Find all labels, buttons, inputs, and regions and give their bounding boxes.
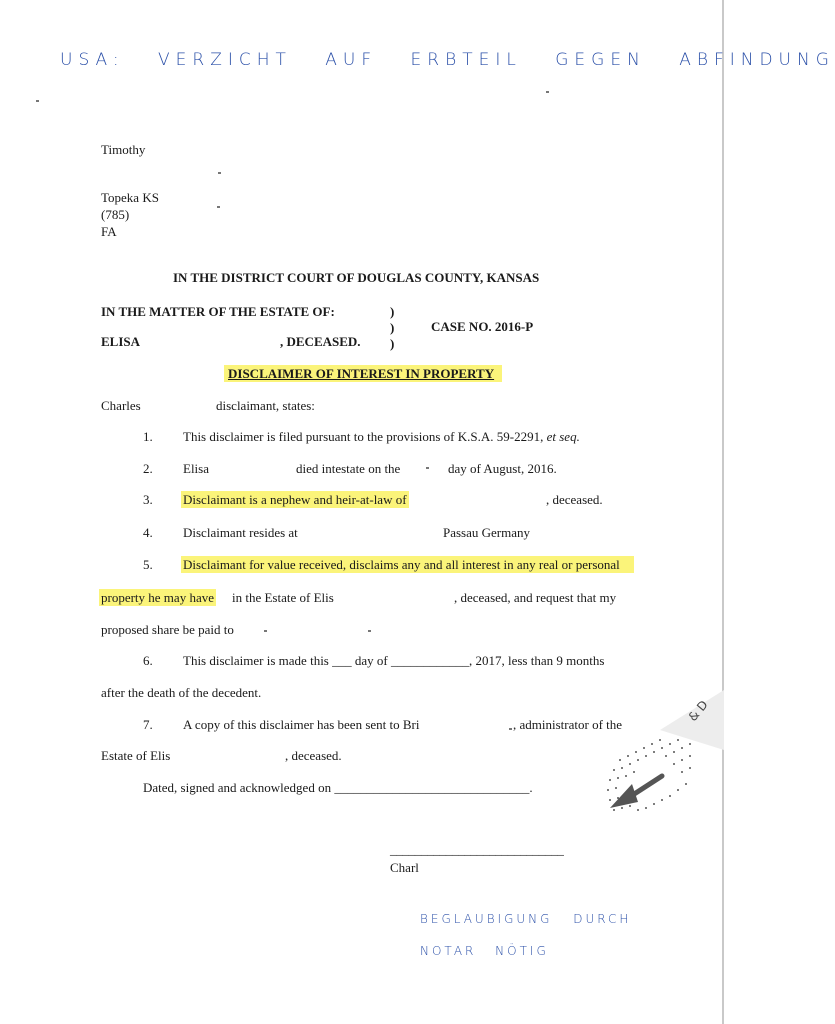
paren-1: ) (390, 304, 395, 319)
page-edge (722, 0, 724, 1024)
item5-continuation: in the Estate of Elis (232, 590, 334, 605)
scan-speck (426, 467, 429, 469)
paren-3: ) (390, 336, 395, 351)
deceased-label: , DECEASED. (280, 334, 361, 349)
item-text-highlighted: Disclaimant is a nephew and heir-at-law of (183, 492, 407, 507)
item-number: 2. (143, 461, 153, 476)
intro-name: Charles (101, 398, 141, 413)
letterhead-city: Topeka KS (101, 190, 159, 205)
document-heading: DISCLAIMER OF INTEREST IN PROPERTY (224, 366, 502, 382)
item-text-rest: Passau Germany (443, 525, 531, 540)
handwritten-note-bottom-2: NOTAR NÖTIG (420, 944, 549, 958)
item-number: 6. (143, 653, 153, 668)
item-text: This disclaimer is made this ___ day of ____________, 2017, less than 9 months (183, 653, 605, 668)
item-number: 7. (143, 717, 153, 732)
paren-2: ) (390, 320, 395, 335)
item5-continuation-rest: , deceased, and request that my (454, 590, 617, 605)
decedent-name: ELISA (101, 334, 141, 349)
scan-speck (264, 630, 267, 632)
item-number: 1. (143, 429, 153, 444)
item-text-highlighted: Disclaimant for value received, disclaims any and all interest in any real or personal (181, 557, 634, 573)
scan-speck (368, 630, 371, 632)
letterhead-fax: FA (101, 224, 117, 239)
handwritten-note-top: USA: VERZICHT AUF ERBTEIL GEGEN ABFINDUNG (60, 50, 835, 70)
signer-name: Charl (390, 860, 419, 875)
dated-line: Dated, signed and acknowledged on ______________________________. (143, 780, 533, 795)
letterhead-name: Timothy (101, 142, 146, 157)
item-number: 3. (143, 492, 153, 507)
item-text: This disclaimer is filed pursuant to the provisions of K.S.A. 59-2291, et seq. (183, 429, 580, 444)
handwritten-note-bottom-1: BEGLAUBIGUNG DURCH (420, 912, 632, 926)
item7-continuation: Estate of Elis (101, 748, 171, 763)
item6-continuation: after the death of the decedent. (101, 685, 262, 700)
scan-speck (36, 100, 39, 102)
scan-speck (218, 172, 221, 174)
intro-rest: disclaimant, states: (216, 398, 315, 413)
scan-speck (217, 206, 220, 208)
court-title: IN THE DISTRICT COURT OF DOUGLAS COUNTY, KANSAS (173, 270, 540, 285)
scan-speck (509, 728, 512, 730)
signature-line: ____________________________ (390, 842, 564, 857)
notary-stamp-fragment (600, 690, 724, 840)
item-text: A copy of this disclaimer has been sent to Bri (183, 717, 420, 732)
item-text: died intestate on the (296, 461, 401, 476)
matter-label: IN THE MATTER OF THE ESTATE OF: (101, 304, 335, 319)
item5-continuation-highlighted: property he may have (101, 590, 214, 605)
item-text-rest: , administrator of the (513, 717, 623, 732)
scan-speck (546, 91, 549, 93)
case-number: CASE NO. 2016-P (431, 319, 534, 334)
item-text: Disclaimant resides at (183, 525, 298, 540)
item-name: Elisa (183, 461, 209, 476)
item-number: 5. (143, 557, 153, 572)
svg-text:& D: & D (685, 697, 711, 724)
letterhead-phone: (785) (101, 207, 130, 222)
item-text-rest: , deceased. (546, 492, 603, 507)
item-text-rest: day of August, 2016. (448, 461, 557, 476)
item-number: 4. (143, 525, 153, 540)
item5-continuation-2: proposed share be paid to (101, 622, 234, 637)
item7-continuation-rest: , deceased. (285, 748, 342, 763)
